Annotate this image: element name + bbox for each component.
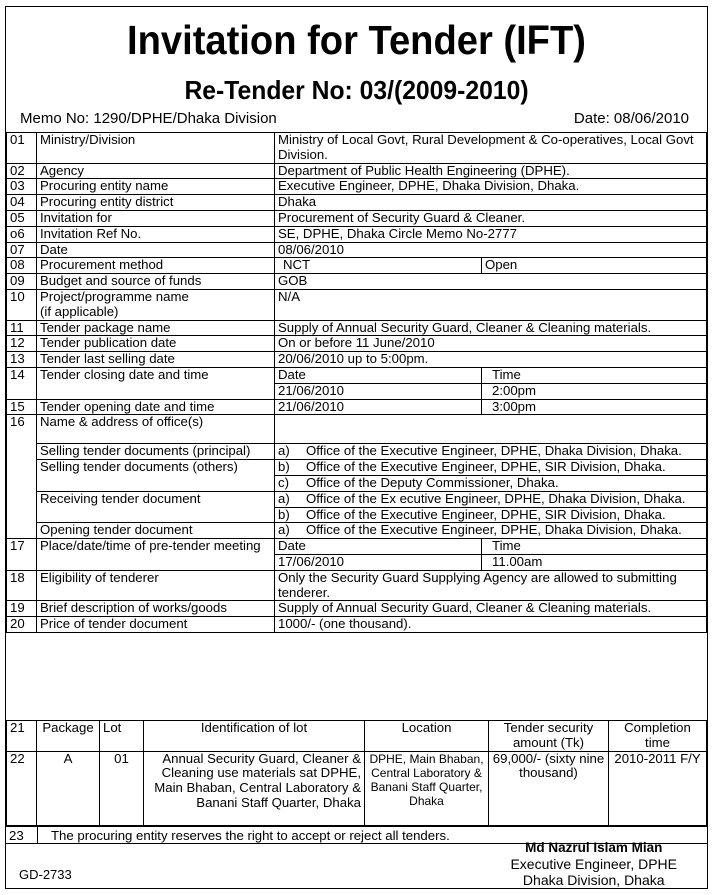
table-row: 15 Tender opening date and time 21/06/2010 3:00pm <box>7 399 707 415</box>
table-row: 05 Invitation for Procurement of Security Guard & Cleaner. <box>7 210 707 226</box>
table-row: 22 A 01 Annual Security Guard, Cleaner & Cleaning use materials sat DPHE, Main Bhaban, Central Laboratory & Banani Staff Quarter, Dhaka DPHE, Main Bhaban, Central Laboratory & Banani Staff Quarter, Dhaka 69,000/- (sixty nine thousand) 2010-2011 F/Y <box>7 751 707 825</box>
table-row: 11 Tender package name Supply of Annual Security Guard, Cleaner & Cleaning materials. <box>7 320 707 336</box>
table-row: 14 Tender closing date and time Date Time <box>7 367 707 383</box>
tender-details-table <box>6 132 707 633</box>
table-row: o6 Invitation Ref No. SE, DPHE, Dhaka Circle Memo No-2777 <box>7 226 707 242</box>
signatory-title: Executive Engineer, DPHE <box>510 856 677 872</box>
signature-block <box>510 840 677 888</box>
table-row: 02 Agency Department of Public Health Engineering (DPHE). <box>7 163 707 179</box>
lot-table <box>6 720 707 826</box>
reservation-note: The procuring entity reserves the right to accept or reject all tenders. <box>51 828 450 843</box>
table-row: 13 Tender last selling date 20/06/2010 up to 5:00pm. <box>7 352 707 368</box>
notice-date: Date: 08/06/2010 <box>573 110 689 127</box>
signatory-office: Dhaka Division, Dhaka <box>522 872 665 888</box>
table-row: 18 Eligibility of tenderer Only the Security Guard Supplying Agency are allowed to submitting tenderer. <box>7 570 707 601</box>
table-row: Selling tender documents (principal) a) Office of the Executive Engineer, DPHE, Dhaka Division, Dhaka. <box>7 444 707 460</box>
table-row: 16 Name & address of office(s) <box>7 415 707 444</box>
table-row: 12 Tender publication date On or before 11 June/2010 <box>7 336 707 352</box>
table-row: Opening tender document a) Office of the Executive Engineer, DPHE, Dhaka Division, Dhaka. <box>7 523 707 539</box>
table-row: 07 Date 08/06/2010 <box>7 242 707 258</box>
reservation-note-row: 23 The procuring entity reserves the right to accept or reject all tenders. <box>6 826 707 844</box>
table-row: Receiving tender document a) Office of the Ex ecutive Engineer, DPHE, Dhaka Division, Dhaka. <box>7 491 707 507</box>
table-row: b) Office of the Executive Engineer, DPHE, SIR Division, Dhaka. <box>7 507 707 523</box>
signatory-name: Md Nazrul Islam Mian <box>525 840 663 855</box>
table-row: 08 Procurement method NCT Open <box>7 258 707 274</box>
table-row: 10 Project/programme name (if applicable) N/A <box>7 289 707 320</box>
table-row: 09 Budget and source of funds GOB <box>7 274 707 290</box>
table-row: 20 Price of tender document 1000/- (one thousand). <box>7 617 707 633</box>
re-tender-number: Re-Tender No: 03/(2009-2010) <box>184 75 529 105</box>
table-row: 01 Ministry/Division Ministry of Local Govt, Rural Development & Co-operatives, Local Govt Division. <box>7 133 707 164</box>
page-title: Invitation for Tender (IFT) <box>127 17 586 63</box>
memo-number: Memo No: 1290/DPHE/Dhaka Division <box>20 110 277 127</box>
table-row: c) Office of the Deputy Commissioner, Dhaka. <box>7 475 707 491</box>
table-row: 21 Package Lot Identification of lot Location Tender security amount (Tk) Completion time <box>7 721 707 752</box>
gd-code: GD-2733 <box>19 867 72 882</box>
table-row: 21/06/2010 2:00pm <box>7 383 707 399</box>
table-row: 17 Place/date/time of pre-tender meeting Date Time <box>7 539 707 555</box>
tender-notice <box>5 6 708 889</box>
table-row: 04 Procuring entity district Dhaka <box>7 195 707 211</box>
table-row: 03 Procuring entity name Executive Engineer, DPHE, Dhaka Division, Dhaka. <box>7 179 707 195</box>
table-row: 19 Brief description of works/goods Supply of Annual Security Guard, Cleaner & Cleaning materials. <box>7 601 707 617</box>
table-row: Selling tender documents (others) b) Office of the Executive Engineer, DPHE, SIR Division, Dhaka. <box>7 460 707 476</box>
table-row: 17/06/2010 11.00am <box>7 554 707 570</box>
